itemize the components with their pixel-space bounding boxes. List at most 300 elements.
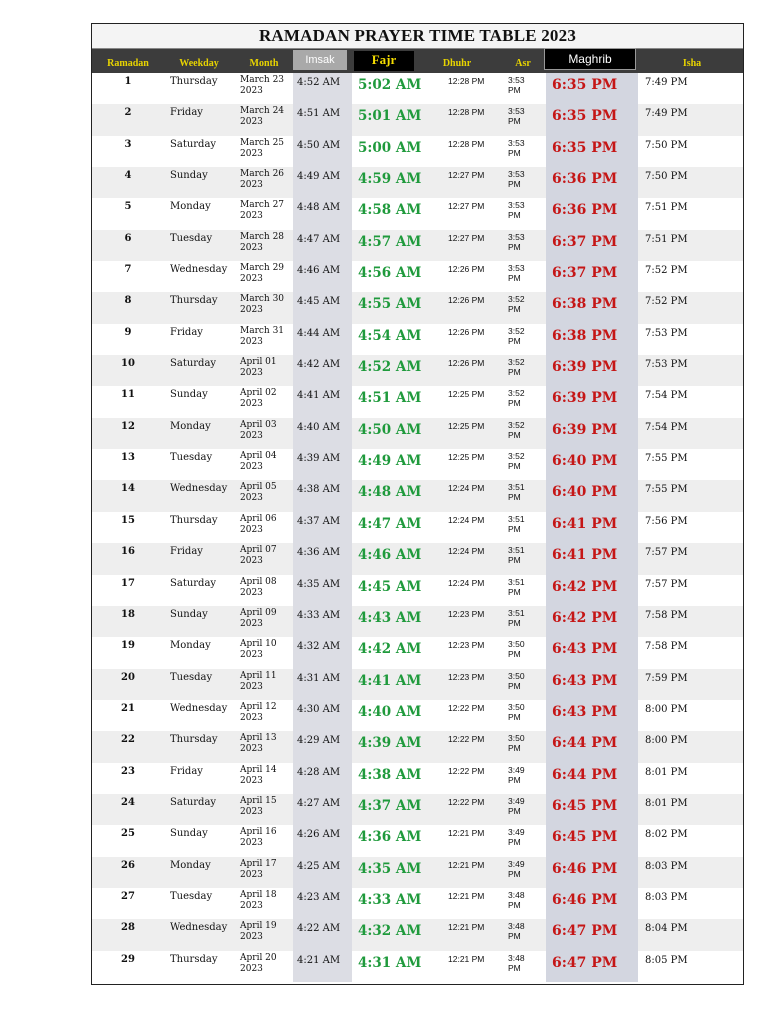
table-row — [92, 857, 743, 888]
weekday-cell: Monday — [170, 420, 211, 432]
header-weekday: Weekday — [179, 58, 219, 69]
ramadan-day-cell: 23 — [121, 765, 135, 777]
month-cell — [240, 796, 277, 818]
month-cell — [240, 890, 277, 912]
maghrib-time-cell: 6:47 PM — [552, 923, 618, 940]
month-cell — [240, 232, 284, 254]
maghrib-time-cell: 6:36 PM — [552, 171, 618, 188]
month-year: 2023 — [240, 650, 263, 661]
imsak-time-cell: 4:40 AM — [297, 421, 341, 433]
month-date: March 26 — [240, 169, 285, 180]
imsak-time-cell: 4:39 AM — [297, 453, 341, 465]
imsak-time-cell: 4:35 AM — [297, 578, 341, 590]
header-ramadan: Ramadan — [107, 58, 149, 69]
ramadan-day-cell: 3 — [124, 138, 132, 150]
maghrib-time-cell: 6:47 PM — [552, 954, 618, 971]
isha-time-cell: 7:53 PM — [645, 327, 688, 339]
dhuhr-time-cell: 12:21 PM — [448, 890, 485, 901]
month-date: March 23 — [240, 75, 285, 85]
month-year: 2023 — [240, 211, 263, 222]
ramadan-day-cell: 18 — [121, 608, 135, 620]
ramadan-day-cell: 12 — [121, 420, 135, 432]
fajr-time-cell: 5:00 AM — [358, 139, 422, 156]
month-date: March 29 — [240, 263, 285, 274]
fajr-time-cell: 4:43 AM — [358, 609, 422, 626]
table-row — [92, 136, 743, 167]
month-cell — [240, 263, 284, 285]
month-cell — [240, 765, 277, 787]
month-date: April 19 — [240, 921, 277, 932]
month-cell — [240, 388, 277, 410]
imsak-time-cell: 4:36 AM — [297, 547, 341, 559]
imsak-time-cell: 4:26 AM — [297, 829, 341, 841]
month-date: April 11 — [240, 670, 277, 681]
month-date: April 05 — [240, 482, 277, 493]
month-cell — [240, 545, 277, 567]
dhuhr-time-cell: 12:24 PM — [448, 514, 485, 525]
month-cell — [240, 953, 277, 975]
table-row — [92, 731, 743, 762]
ramadan-day-cell: 22 — [121, 734, 135, 746]
imsak-time-cell: 4:38 AM — [297, 484, 341, 496]
month-date: April 12 — [240, 701, 277, 712]
month-date: April 18 — [240, 889, 277, 900]
month-cell — [240, 138, 284, 160]
fajr-time-cell: 4:38 AM — [358, 766, 422, 783]
weekday-cell: Monday — [170, 859, 211, 871]
fajr-time-cell: 5:02 AM — [358, 77, 422, 93]
dhuhr-time-cell: 12:27 PM — [448, 170, 485, 181]
isha-time-cell: 7:50 PM — [645, 139, 688, 151]
dhuhr-time-cell: 12:25 PM — [448, 452, 485, 463]
maghrib-time-cell: 6:42 PM — [552, 578, 618, 595]
ramadan-day-cell: 1 — [124, 76, 132, 87]
asr-time-cell: 3:53 PM — [508, 169, 525, 190]
header-imsak: Imsak — [293, 50, 347, 70]
maghrib-time-cell: 6:41 PM — [552, 515, 618, 532]
isha-time-cell: 8:03 PM — [645, 860, 688, 872]
asr-time-cell: 3:52 PM — [508, 419, 525, 440]
weekday-cell: Wednesday — [170, 922, 228, 934]
isha-time-cell: 7:58 PM — [645, 641, 688, 653]
month-cell — [240, 733, 277, 755]
isha-time-cell: 7:54 PM — [645, 421, 688, 433]
asr-time-cell: 3:53 PM — [508, 200, 525, 221]
ramadan-day-cell: 27 — [121, 890, 135, 902]
maghrib-time-cell: 6:40 PM — [552, 453, 618, 470]
weekday-cell: Thursday — [170, 76, 218, 87]
table-body — [92, 73, 743, 982]
asr-time-cell: 3:52 PM — [508, 451, 525, 472]
fajr-time-cell: 4:48 AM — [358, 484, 422, 501]
fajr-time-cell: 4:49 AM — [358, 453, 422, 470]
table-header — [92, 49, 743, 73]
isha-time-cell: 7:57 PM — [645, 547, 688, 559]
maghrib-time-cell: 6:36 PM — [552, 202, 618, 219]
dhuhr-time-cell: 12:26 PM — [448, 295, 485, 306]
month-cell — [240, 106, 284, 128]
month-cell — [240, 639, 277, 661]
month-cell — [240, 577, 277, 599]
fajr-time-cell: 4:46 AM — [358, 547, 422, 564]
month-date: March 27 — [240, 200, 285, 211]
isha-time-cell: 7:54 PM — [645, 390, 688, 402]
table-row — [92, 261, 743, 292]
asr-time-cell: 3:53 PM — [508, 231, 525, 252]
isha-time-cell: 7:55 PM — [645, 453, 688, 465]
month-year: 2023 — [240, 681, 263, 692]
maghrib-time-cell: 6:45 PM — [552, 797, 618, 814]
dhuhr-time-cell: 12:22 PM — [448, 796, 485, 807]
weekday-cell: Thursday — [170, 514, 218, 526]
month-year: 2023 — [240, 117, 263, 128]
dhuhr-time-cell: 12:24 PM — [448, 577, 485, 588]
header-isha: Isha — [682, 58, 702, 69]
dhuhr-time-cell: 12:25 PM — [448, 389, 485, 400]
isha-time-cell: 7:53 PM — [645, 359, 688, 371]
ramadan-day-cell: 10 — [121, 358, 135, 370]
ramadan-day-cell: 16 — [121, 546, 135, 558]
weekday-cell: Friday — [170, 326, 203, 338]
imsak-time-cell: 4:46 AM — [297, 265, 341, 277]
table-row — [92, 292, 743, 323]
isha-time-cell: 7:49 PM — [645, 77, 688, 88]
ramadan-day-cell: 17 — [121, 577, 135, 589]
imsak-time-cell: 4:52 AM — [297, 77, 341, 88]
imsak-time-cell: 4:25 AM — [297, 860, 341, 872]
fajr-time-cell: 4:31 AM — [358, 954, 422, 971]
dhuhr-time-cell: 12:21 PM — [448, 859, 485, 870]
asr-time-cell: 3:52 PM — [508, 325, 525, 346]
month-cell — [240, 75, 284, 97]
isha-time-cell: 8:02 PM — [645, 829, 688, 841]
maghrib-time-cell: 6:40 PM — [552, 484, 618, 501]
asr-time-cell: 3:53 PM — [508, 137, 525, 158]
ramadan-day-cell: 15 — [121, 514, 135, 526]
imsak-time-cell: 4:45 AM — [297, 296, 341, 308]
maghrib-time-cell: 6:37 PM — [552, 233, 618, 250]
month-date: April 03 — [240, 419, 277, 430]
dhuhr-time-cell: 12:28 PM — [448, 76, 485, 86]
month-year: 2023 — [240, 587, 263, 598]
month-cell — [240, 921, 277, 943]
month-date: April 15 — [240, 795, 277, 806]
fajr-time-cell: 4:41 AM — [358, 672, 422, 689]
table-row — [92, 700, 743, 731]
imsak-time-cell: 4:23 AM — [297, 891, 341, 903]
imsak-time-cell: 4:47 AM — [297, 233, 341, 245]
month-year: 2023 — [240, 775, 263, 786]
asr-time-cell: 3:51 PM — [508, 545, 525, 566]
fajr-time-cell: 4:39 AM — [358, 735, 422, 752]
table-row — [92, 575, 743, 606]
maghrib-time-cell: 6:43 PM — [552, 703, 618, 720]
asr-time-cell: 3:52 PM — [508, 388, 525, 409]
imsak-time-cell: 4:41 AM — [297, 390, 341, 402]
maghrib-time-cell: 6:35 PM — [552, 139, 618, 156]
isha-time-cell: 7:50 PM — [645, 171, 688, 183]
ramadan-day-cell: 28 — [121, 922, 135, 934]
table-row — [92, 355, 743, 386]
month-year: 2023 — [240, 274, 263, 285]
imsak-time-cell: 4:44 AM — [297, 327, 341, 339]
month-year: 2023 — [240, 493, 263, 504]
fajr-time-cell: 4:37 AM — [358, 797, 422, 814]
imsak-time-cell: 4:48 AM — [297, 202, 341, 214]
month-year: 2023 — [240, 368, 263, 379]
dhuhr-time-cell: 12:21 PM — [448, 953, 485, 964]
month-cell — [240, 169, 284, 191]
month-cell — [240, 357, 277, 379]
dhuhr-time-cell: 12:24 PM — [448, 546, 485, 557]
ramadan-day-cell: 13 — [121, 452, 135, 464]
asr-time-cell: 3:49 PM — [508, 764, 525, 785]
ramadan-day-cell: 11 — [121, 389, 135, 401]
header-month: Month — [249, 58, 279, 69]
asr-time-cell: 3:48 PM — [508, 889, 525, 910]
isha-time-cell: 8:04 PM — [645, 923, 688, 935]
table-row — [92, 606, 743, 637]
imsak-time-cell: 4:27 AM — [297, 797, 341, 809]
month-year: 2023 — [240, 399, 263, 410]
table-row — [92, 512, 743, 543]
table-row — [92, 888, 743, 919]
weekday-cell: Saturday — [170, 796, 217, 808]
header-asr: Asr — [515, 58, 531, 69]
dhuhr-time-cell: 12:26 PM — [448, 264, 485, 275]
month-year: 2023 — [240, 869, 263, 880]
table-row — [92, 324, 743, 355]
month-year: 2023 — [240, 336, 263, 347]
month-cell — [240, 671, 277, 693]
header-fajr: Fajr — [354, 51, 414, 71]
fajr-time-cell: 4:55 AM — [358, 296, 422, 313]
month-date: March 30 — [240, 294, 285, 305]
month-year: 2023 — [240, 963, 263, 974]
imsak-time-cell: 4:50 AM — [297, 139, 341, 151]
isha-time-cell: 7:59 PM — [645, 672, 688, 684]
asr-time-cell: 3:49 PM — [508, 795, 525, 816]
maghrib-time-cell: 6:35 PM — [552, 77, 618, 93]
asr-time-cell: 3:52 PM — [508, 294, 525, 315]
table-row — [92, 919, 743, 950]
isha-time-cell: 7:52 PM — [645, 296, 688, 308]
month-date: April 04 — [240, 451, 277, 462]
dhuhr-time-cell: 12:26 PM — [448, 326, 485, 337]
fajr-time-cell: 4:47 AM — [358, 515, 422, 532]
weekday-cell: Wednesday — [170, 483, 228, 495]
weekday-cell: Monday — [170, 640, 211, 652]
month-date: April 16 — [240, 827, 277, 838]
asr-time-cell: 3:49 PM — [508, 827, 525, 848]
isha-time-cell: 7:52 PM — [645, 265, 688, 277]
asr-time-cell: 3:48 PM — [508, 921, 525, 942]
fajr-time-cell: 4:32 AM — [358, 923, 422, 940]
ramadan-day-cell: 8 — [124, 295, 132, 307]
table-row — [92, 386, 743, 417]
month-year: 2023 — [240, 524, 263, 535]
asr-time-cell: 3:53 PM — [508, 263, 525, 284]
month-date: April 14 — [240, 764, 277, 775]
weekday-cell: Tuesday — [170, 671, 213, 683]
table-row — [92, 951, 743, 982]
month-date: April 08 — [240, 576, 277, 587]
table-row — [92, 73, 743, 104]
month-year: 2023 — [240, 900, 263, 911]
weekday-cell: Thursday — [170, 734, 218, 746]
ramadan-day-cell: 9 — [124, 326, 132, 338]
isha-time-cell: 8:03 PM — [645, 891, 688, 903]
month-cell — [240, 420, 277, 442]
weekday-cell: Sunday — [170, 170, 208, 182]
timetable-sheet — [91, 23, 744, 985]
dhuhr-time-cell: 12:28 PM — [448, 107, 485, 118]
ramadan-day-cell: 24 — [121, 796, 135, 808]
dhuhr-time-cell: 12:23 PM — [448, 640, 485, 651]
dhuhr-time-cell: 12:22 PM — [448, 702, 485, 713]
table-row — [92, 543, 743, 574]
imsak-time-cell: 4:33 AM — [297, 609, 341, 621]
month-year: 2023 — [240, 932, 263, 943]
dhuhr-time-cell: 12:27 PM — [448, 201, 485, 212]
weekday-cell: Saturday — [170, 138, 217, 150]
asr-time-cell: 3:51 PM — [508, 482, 525, 503]
weekday-cell: Sunday — [170, 828, 208, 840]
isha-time-cell: 7:51 PM — [645, 233, 688, 245]
table-row — [92, 480, 743, 511]
month-date: April 02 — [240, 388, 277, 399]
month-year: 2023 — [240, 148, 263, 159]
asr-time-cell: 3:50 PM — [508, 639, 525, 660]
asr-time-cell: 3:48 PM — [508, 952, 525, 973]
weekday-cell: Sunday — [170, 389, 208, 401]
fajr-time-cell: 4:45 AM — [358, 578, 422, 595]
isha-time-cell: 7:49 PM — [645, 108, 688, 120]
asr-time-cell: 3:51 PM — [508, 576, 525, 597]
isha-time-cell: 8:00 PM — [645, 703, 688, 715]
asr-time-cell: 3:49 PM — [508, 858, 525, 879]
header-maghrib: Maghrib — [544, 48, 636, 70]
fajr-time-cell: 4:57 AM — [358, 233, 422, 250]
table-row — [92, 637, 743, 668]
weekday-cell: Thursday — [170, 295, 218, 307]
asr-time-cell: 3:50 PM — [508, 733, 525, 754]
ramadan-day-cell: 25 — [121, 828, 135, 840]
asr-time-cell: 3:50 PM — [508, 670, 525, 691]
fajr-time-cell: 4:52 AM — [358, 359, 422, 376]
maghrib-time-cell: 6:46 PM — [552, 891, 618, 908]
imsak-time-cell: 4:30 AM — [297, 703, 341, 715]
month-year: 2023 — [240, 242, 263, 253]
fajr-time-cell: 4:54 AM — [358, 327, 422, 344]
table-row — [92, 167, 743, 198]
imsak-time-cell: 4:49 AM — [297, 171, 341, 183]
ramadan-day-cell: 2 — [124, 107, 132, 119]
maghrib-time-cell: 6:38 PM — [552, 327, 618, 344]
weekday-cell: Tuesday — [170, 232, 213, 244]
imsak-time-cell: 4:31 AM — [297, 672, 341, 684]
ramadan-day-cell: 20 — [121, 671, 135, 683]
month-cell — [240, 482, 277, 504]
month-date: April 07 — [240, 545, 277, 556]
asr-time-cell: 3:51 PM — [508, 513, 525, 534]
imsak-time-cell: 4:37 AM — [297, 515, 341, 527]
ramadan-day-cell: 29 — [121, 953, 135, 965]
month-year: 2023 — [240, 180, 263, 191]
maghrib-time-cell: 6:44 PM — [552, 766, 618, 783]
dhuhr-time-cell: 12:26 PM — [448, 358, 485, 369]
ramadan-day-cell: 4 — [124, 170, 132, 182]
fajr-time-cell: 4:35 AM — [358, 860, 422, 877]
fajr-time-cell: 4:59 AM — [358, 171, 422, 188]
weekday-cell: Friday — [170, 546, 203, 558]
month-date: March 24 — [240, 106, 285, 117]
month-cell — [240, 859, 277, 881]
table-row — [92, 449, 743, 480]
fajr-time-cell: 4:40 AM — [358, 703, 422, 720]
imsak-time-cell: 4:21 AM — [297, 954, 341, 966]
month-cell — [240, 451, 277, 473]
weekday-cell: Saturday — [170, 358, 217, 370]
imsak-time-cell: 4:28 AM — [297, 766, 341, 778]
asr-time-cell: 3:52 PM — [508, 357, 525, 378]
isha-time-cell: 7:57 PM — [645, 578, 688, 590]
ramadan-day-cell: 5 — [124, 201, 132, 213]
ramadan-day-cell: 6 — [124, 232, 132, 244]
imsak-time-cell: 4:29 AM — [297, 735, 341, 747]
month-year: 2023 — [240, 556, 263, 567]
imsak-time-cell: 4:42 AM — [297, 359, 341, 371]
maghrib-time-cell: 6:39 PM — [552, 390, 618, 407]
table-row — [92, 230, 743, 261]
fajr-time-cell: 4:42 AM — [358, 641, 422, 658]
month-date: April 20 — [240, 952, 277, 963]
month-cell — [240, 326, 284, 348]
month-date: April 13 — [240, 733, 277, 744]
dhuhr-time-cell: 12:21 PM — [448, 828, 485, 839]
maghrib-time-cell: 6:43 PM — [552, 672, 618, 689]
weekday-cell: Friday — [170, 765, 203, 777]
maghrib-time-cell: 6:41 PM — [552, 547, 618, 564]
table-row — [92, 669, 743, 700]
month-year: 2023 — [240, 86, 263, 96]
weekday-cell: Monday — [170, 201, 211, 213]
month-cell — [240, 514, 277, 536]
isha-time-cell: 7:51 PM — [645, 202, 688, 214]
isha-time-cell: 8:01 PM — [645, 797, 688, 809]
weekday-cell: Tuesday — [170, 452, 213, 464]
weekday-cell: Thursday — [170, 953, 218, 965]
month-date: March 28 — [240, 231, 285, 242]
asr-time-cell: 3:53 PM — [508, 106, 525, 127]
maghrib-time-cell: 6:37 PM — [552, 265, 618, 282]
dhuhr-time-cell: 12:28 PM — [448, 138, 485, 149]
asr-time-cell: 3:53 PM — [508, 75, 525, 95]
imsak-time-cell: 4:32 AM — [297, 641, 341, 653]
table-row — [92, 198, 743, 229]
maghrib-time-cell: 6:38 PM — [552, 296, 618, 313]
month-year: 2023 — [240, 712, 263, 723]
dhuhr-time-cell: 12:21 PM — [448, 922, 485, 933]
ramadan-day-cell: 19 — [121, 640, 135, 652]
month-date: April 09 — [240, 607, 277, 618]
isha-time-cell: 8:00 PM — [645, 735, 688, 747]
fajr-time-cell: 5:01 AM — [358, 108, 422, 125]
weekday-cell: Wednesday — [170, 264, 228, 276]
ramadan-day-cell: 21 — [121, 702, 135, 714]
month-cell — [240, 200, 284, 222]
fajr-time-cell: 4:50 AM — [358, 421, 422, 438]
